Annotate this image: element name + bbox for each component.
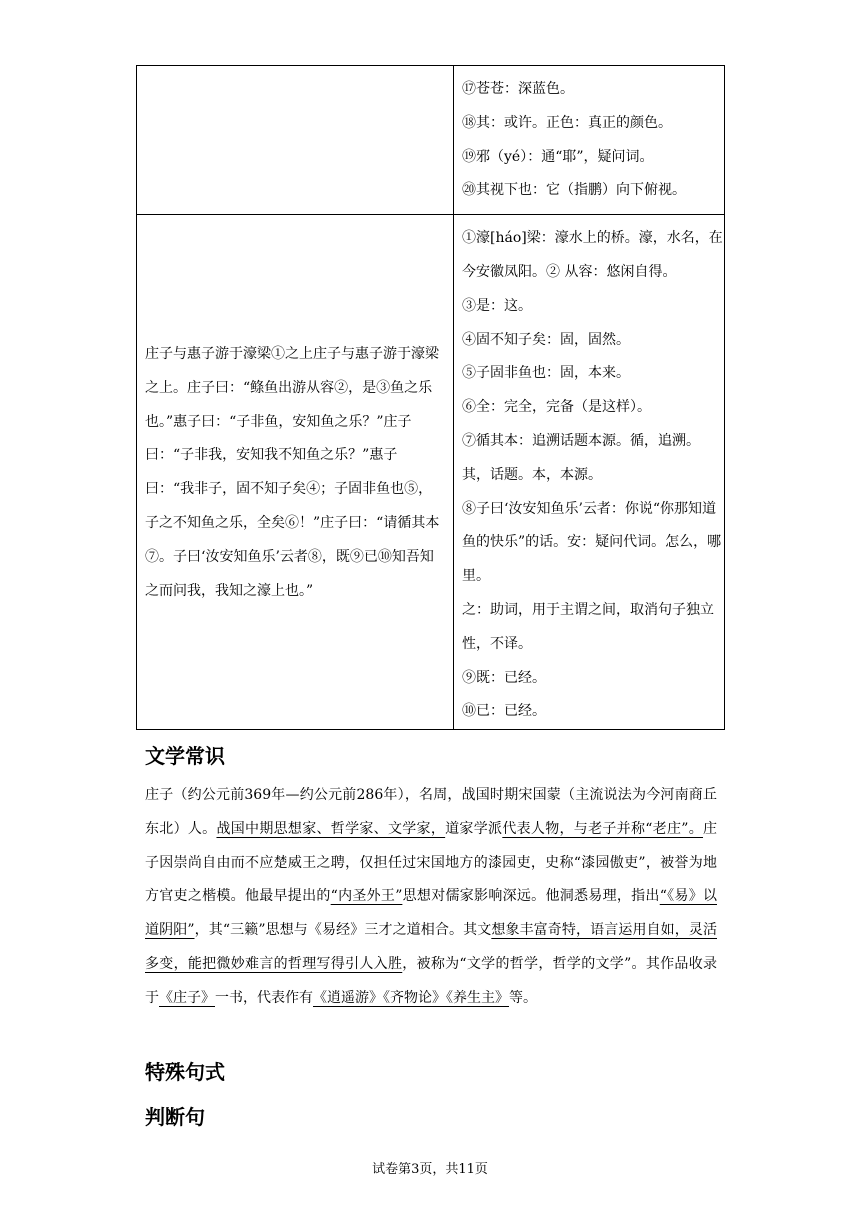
note-item: ⑩已：已经。	[462, 703, 546, 720]
section-heading-special-sentence: 特殊句式	[145, 1060, 225, 1084]
note-item: ⑲邪（yé）：通“耶”，疑问词。	[462, 148, 654, 165]
note-item: ①濠[háo]梁：濠水上的桥。濠，水名，在今安徽凤阳。② 从容：悠闲自得。	[462, 230, 723, 280]
annotation-table	[136, 65, 725, 730]
underlined-text: 《庄子》	[159, 989, 215, 1006]
notes-cell	[454, 215, 725, 730]
passage-cell-empty	[137, 66, 454, 215]
note-item: ⑨既：已经。	[462, 669, 546, 686]
passage-cell	[137, 215, 454, 730]
table-row	[137, 66, 725, 215]
note-item: ⑧子曰‘汝安知鱼乐’云者：你说“你那知道鱼的快乐”的话。安：疑问代词。怎么，哪里。	[462, 500, 722, 585]
underlined-text: 战国中期思想家、哲学家、文学家，	[216, 820, 446, 837]
note-item: ④固不知子矣：固，固然。	[462, 331, 630, 348]
underlined-text: “内圣外王”	[330, 888, 403, 905]
section-heading-literary-knowledge: 文学常识	[145, 744, 225, 768]
underlined-text: 《逍遥游》《齐物论》《养生主》	[313, 989, 509, 1006]
note-item: ⑰苍苍：深蓝色。	[462, 81, 574, 97]
note-item: ⑱其：或许。正色：真正的颜色。	[462, 114, 672, 131]
note-item: ⑥全：完全，完备（是这样）。	[462, 399, 651, 416]
underlined-text: “《易》以道阴阳”	[145, 888, 717, 939]
section-heading-judgment-sentence: 判断句	[145, 1105, 205, 1129]
table-row	[137, 215, 725, 730]
underlined-text: 想象丰富奇特，语言运用自如，灵活多变，能把微妙难言的哲理写得引人入胜	[145, 922, 717, 972]
note-item: ③是：这。	[462, 297, 532, 314]
page-footer: 试卷第3页，共11页	[372, 1162, 488, 1177]
underlined-text: 代表人物，与老子并称“老庄”。	[502, 820, 704, 837]
note-item: ⑦循其本：追溯话题本源。循，追溯。其，话题。本，本源。	[462, 432, 700, 483]
note-item: ⑳其视下也：它（指鹏）向下俯视。	[462, 182, 686, 199]
note-item: ⑤子固非鱼也：固，本来。	[462, 365, 630, 382]
classical-passage: 庄子与惠子游于濠梁①之上庄子与惠子游于濠梁之上。庄子曰：“鲦鱼出游从容②，是③鱼之乐也。”惠子曰：“子非鱼，安知鱼之乐？”庄子曰：“子非我，安知我不知鱼之乐？”惠子曰：“我非子，固不知子矣④；子固非鱼也⑤，子之不知鱼之乐，全矣⑥！”庄子曰：“请循其本⑦。子曰‘汝安知鱼乐’云者⑧，既⑨已⑩知吾知之而问我，我知之濠上也。”	[145, 345, 440, 599]
note-item: 之：助词，用于主谓之间，取消句子独立性，不译。	[462, 601, 714, 652]
literary-knowledge-paragraph: 庄子（约公元前369年—约公元前286年），名周，战国时期宋国蒙（主流说法为今河南商丘东北）人。战国中期思想家、哲学家、文学家，道家学派代表人物，与老子并称“老庄”。庄子因崇尚自由而不应楚威王之聘，仅担任过宋国地方的漆园吏，史称“漆园傲吏”，被誉为地方官吏之楷模。他最早提出的“内圣外王”思想对儒家影响深远。他洞悉易理，指出“《易》以道阴阳”，其“三籁”思想与《易经》三才之道相合。其文想象丰富奇特，语言运用自如，灵活多变，能把微妙难言的哲理写得引人入胜，被称为“文学的哲学，哲学的文学”。其作品收录于《庄子》一书，代表作有《逍遥游》《齐物论》《养生主》等。	[145, 787, 718, 1006]
notes-cell	[454, 66, 725, 215]
